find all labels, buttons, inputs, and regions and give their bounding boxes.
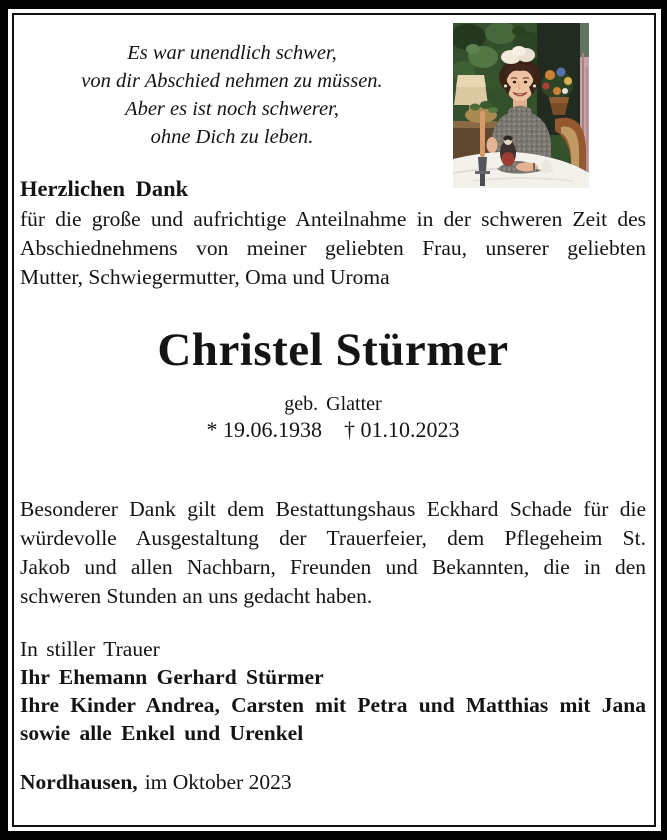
- verse-line: von dir Abschied nehmen zu müssen.: [81, 70, 383, 92]
- memorial-verse: [20, 39, 444, 151]
- paragraph-line: schweren Stunden an uns gedacht haben.: [20, 584, 373, 608]
- mourners-block: [20, 635, 646, 747]
- paragraph-line: Besonderer Dank gilt dem Bestattungshaus Eckhard Schade für die: [20, 497, 646, 521]
- mourner-line: sowie alle Enkel und Urenkel: [20, 721, 304, 745]
- paragraph-line: würdevolle Ausgestaltung der Trauerfeier, dem Pflegeheim St.: [20, 526, 646, 550]
- paragraph-line: Abschiednehmens von meiner geliebten Frau, unserer geliebten: [20, 236, 646, 260]
- verse-line: Aber es ist noch schwerer,: [125, 98, 339, 120]
- verse-line: Es war unendlich schwer,: [127, 42, 337, 64]
- death-date: † 01.10.2023: [344, 417, 460, 442]
- date: im Oktober 2023: [144, 770, 292, 794]
- mourner-line: Ihre Kinder Andrea, Carsten mit Petra und Matthias mit Jana: [20, 693, 646, 717]
- verse-line: ohne Dich zu leben.: [150, 126, 314, 148]
- glass: [541, 160, 551, 174]
- mourning-intro: In stiller Trauer: [20, 637, 160, 661]
- paragraph-line: Jakob und allen Nachbarn, Freunden und Bekannten, die in den: [20, 555, 646, 579]
- paragraph-line: Mutter, Schwiegermutter, Oma und Uroma: [20, 265, 390, 289]
- birth-date: * 19.06.1938: [206, 417, 322, 442]
- portrait-photo: [453, 23, 589, 188]
- special-thanks-paragraph: [20, 495, 646, 611]
- deceased-name: Christel Stürmer: [157, 324, 509, 376]
- life-dates: [20, 418, 646, 442]
- thanks-paragraph: [20, 205, 646, 292]
- place: Nordhausen,: [20, 770, 138, 794]
- portrait-photo-illustration: [453, 23, 589, 188]
- maiden-name: geb. Glatter: [284, 393, 382, 415]
- mourner-line: Ihr Ehemann Gerhard Stürmer: [20, 665, 324, 689]
- notice-card: [8, 9, 661, 831]
- thanks-heading: Herzlichen Dank: [20, 176, 189, 201]
- dateline: [20, 769, 646, 795]
- paragraph-line: für die große und aufrichtige Anteilnahme in der schweren Zeit des: [20, 207, 646, 231]
